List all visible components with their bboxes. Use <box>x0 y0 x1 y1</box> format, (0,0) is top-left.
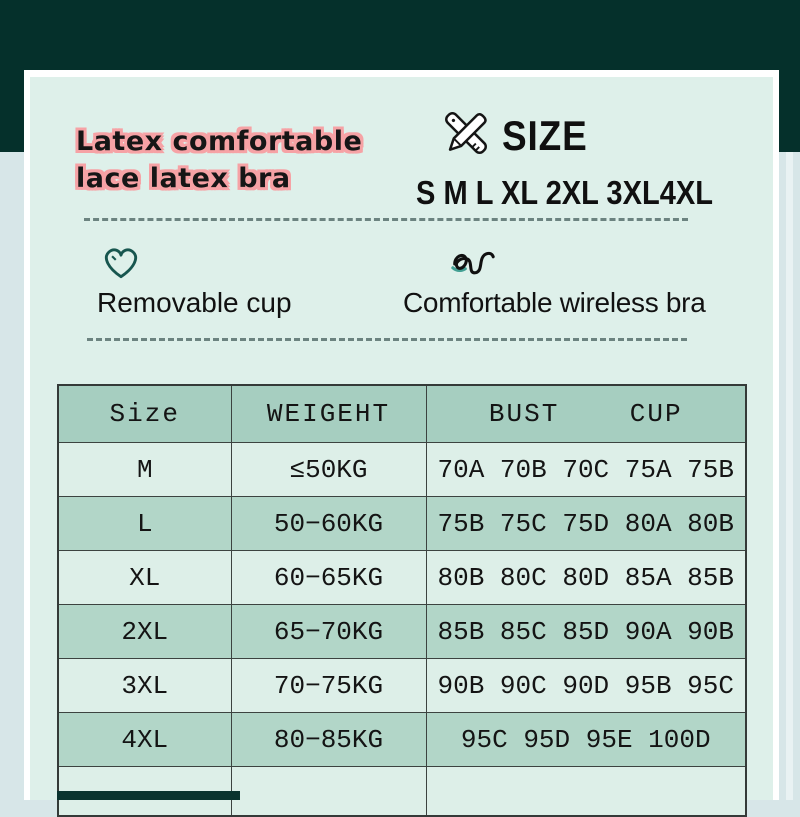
dashed-divider <box>87 338 687 341</box>
dashed-divider <box>84 218 688 221</box>
card-content <box>30 77 773 800</box>
cell-size: L <box>58 497 231 551</box>
table-row <box>58 713 746 767</box>
cell-bust: 90B 90C 90D 95B 95C <box>426 659 746 713</box>
background-streak <box>786 152 793 800</box>
size-heading: SIZE <box>502 111 588 159</box>
table-row <box>58 443 746 497</box>
cell-bust: 95C 95D 95E 100D <box>426 713 746 767</box>
product-info-card <box>24 70 779 800</box>
cell-weight: 80−85KG <box>231 713 426 767</box>
cell-size: 4XL <box>58 713 231 767</box>
table-row <box>58 605 746 659</box>
cell-size: 2XL <box>58 605 231 659</box>
heart-icon <box>100 242 142 287</box>
product-title-line2: lace latex bra <box>76 163 291 194</box>
cell-weight: 70−75KG <box>231 659 426 713</box>
cell-size: 3XL <box>58 659 231 713</box>
wireless-wave-icon <box>448 245 498 286</box>
feature-removable-cup: Removable cup <box>97 287 292 318</box>
table-row <box>58 497 746 551</box>
column-header-bust-cup: BUST CUP <box>426 385 746 443</box>
product-title-line1: Latex comfortable <box>76 126 363 157</box>
cell-bust: 70A 70B 70C 75A 75B <box>426 443 746 497</box>
cell-bust: 85B 85C 85D 90A 90B <box>426 605 746 659</box>
size-chart-table <box>57 384 747 817</box>
pencil-ruler-icon <box>442 107 490 164</box>
product-title <box>76 123 362 197</box>
available-sizes: S M L XL 2XL 3XL4XL <box>416 174 713 211</box>
table-row <box>58 659 746 713</box>
cell-bust: 80B 80C 80D 85A 85B <box>426 551 746 605</box>
cell-bust: 75B 75C 75D 80A 80B <box>426 497 746 551</box>
cell-weight <box>231 767 426 817</box>
cell-bust <box>426 767 746 817</box>
next-section-bar <box>57 791 240 800</box>
feature-wireless-bra: Comfortable wireless bra <box>403 287 706 318</box>
cell-weight: ≤50KG <box>231 443 426 497</box>
size-section-header <box>442 107 599 164</box>
cell-size: M <box>58 443 231 497</box>
cell-size: XL <box>58 551 231 605</box>
table-header-row <box>58 385 746 443</box>
cell-weight: 60−65KG <box>231 551 426 605</box>
column-header-weight: WEIGEHT <box>231 385 426 443</box>
cell-weight: 65−70KG <box>231 605 426 659</box>
column-header-size: Size <box>58 385 231 443</box>
table-row <box>58 551 746 605</box>
cell-weight: 50−60KG <box>231 497 426 551</box>
